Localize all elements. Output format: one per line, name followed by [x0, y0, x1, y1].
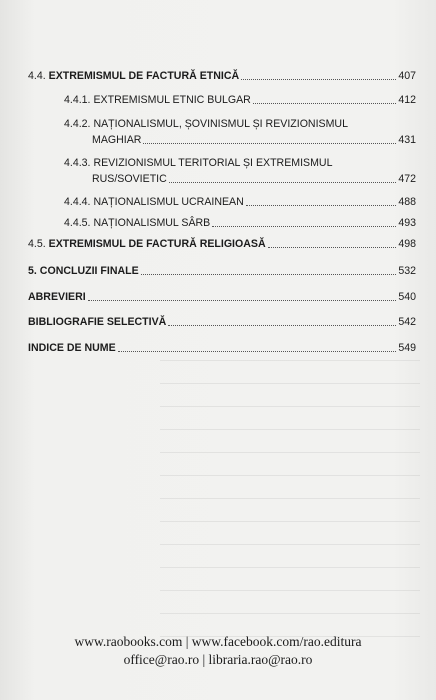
- toc-entry-abrevieri[interactable]: [28, 291, 416, 304]
- toc-entry-5[interactable]: [28, 265, 416, 278]
- toc-entry-4-4-2[interactable]: [64, 118, 416, 147]
- toc-entry-4-4-3[interactable]: [64, 157, 416, 186]
- toc-leader-dots: [241, 79, 396, 80]
- toc-page-number: 498: [398, 238, 416, 250]
- toc-page-number: 540: [398, 291, 416, 303]
- toc-entry-title: 4.4.4. NAȚIONALISMUL UCRAINEAN: [64, 196, 244, 208]
- toc-entry-bibliografie[interactable]: [28, 316, 416, 329]
- toc-entry-4-4-5[interactable]: [64, 217, 416, 230]
- toc-leader-dots: [169, 182, 397, 183]
- toc-page-number: 542: [398, 316, 416, 328]
- toc-leader-dots: [253, 103, 396, 104]
- toc-entry-title-continued: RUS/SOVIETIC: [92, 173, 167, 185]
- toc-page-number: 488: [398, 196, 416, 208]
- toc-leader-dots: [88, 300, 397, 301]
- toc-entry-title: 4.4.2. NAȚIONALISMUL, ȘOVINISMUL ȘI REVIZIONISMUL: [64, 118, 348, 130]
- toc-leader-dots: [118, 351, 397, 352]
- toc-leader-dots: [246, 205, 397, 206]
- toc-page-number: 412: [398, 94, 416, 106]
- toc-entry-4-5[interactable]: [28, 238, 416, 251]
- toc-page-number: 549: [398, 342, 416, 354]
- toc-entry-title: 4.4. EXTREMISMUL DE FACTURĂ ETNICĂ: [28, 70, 240, 82]
- toc-entry-title: BIBLIOGRAFIE SELECTIVĂ: [28, 316, 167, 328]
- toc-page-number: 407: [398, 70, 416, 82]
- toc-entry-title-continued: MAGHIAR: [92, 134, 142, 146]
- publisher-email-links[interactable]: office@rao.ro | libraria.rao@rao.ro: [123, 652, 313, 667]
- toc-entry-title: 4.4.1. EXTREMISMUL ETNIC BULGAR: [64, 94, 251, 106]
- toc-entry-4-4-1[interactable]: [64, 94, 416, 107]
- toc-page-number: 472: [398, 173, 416, 185]
- toc-leader-dots: [143, 143, 396, 144]
- toc-entry-4-4-4[interactable]: [64, 196, 416, 209]
- toc-entry-title: 4.4.5. NAȚIONALISMUL SÂRB: [64, 217, 211, 229]
- toc-entry-title: 5. CONCLUZII FINALE: [28, 265, 139, 277]
- toc-page-number: 431: [398, 134, 416, 146]
- toc-entry-title: INDICE DE NUME: [28, 342, 116, 354]
- toc-entry-4-4[interactable]: [28, 70, 416, 83]
- toc-entry-title: 4.5. EXTREMISMUL DE FACTURĂ RELIGIOASĂ: [28, 238, 266, 250]
- toc-leader-dots: [212, 226, 396, 227]
- toc-leader-dots: [268, 247, 397, 248]
- toc-entry-title: 4.4.3. REVIZIONISMUL TERITORIAL ȘI EXTREMISMUL: [64, 157, 333, 169]
- toc-entry-title: ABREVIERI: [28, 291, 86, 303]
- toc-page-number: 493: [398, 217, 416, 229]
- toc-leader-dots: [141, 274, 397, 275]
- toc-leader-dots: [168, 325, 396, 326]
- toc-entry-indice[interactable]: [28, 342, 416, 355]
- publisher-web-links[interactable]: www.raobooks.com | www.facebook.com/rao.editura: [74, 634, 362, 649]
- toc-page-number: 532: [398, 265, 416, 277]
